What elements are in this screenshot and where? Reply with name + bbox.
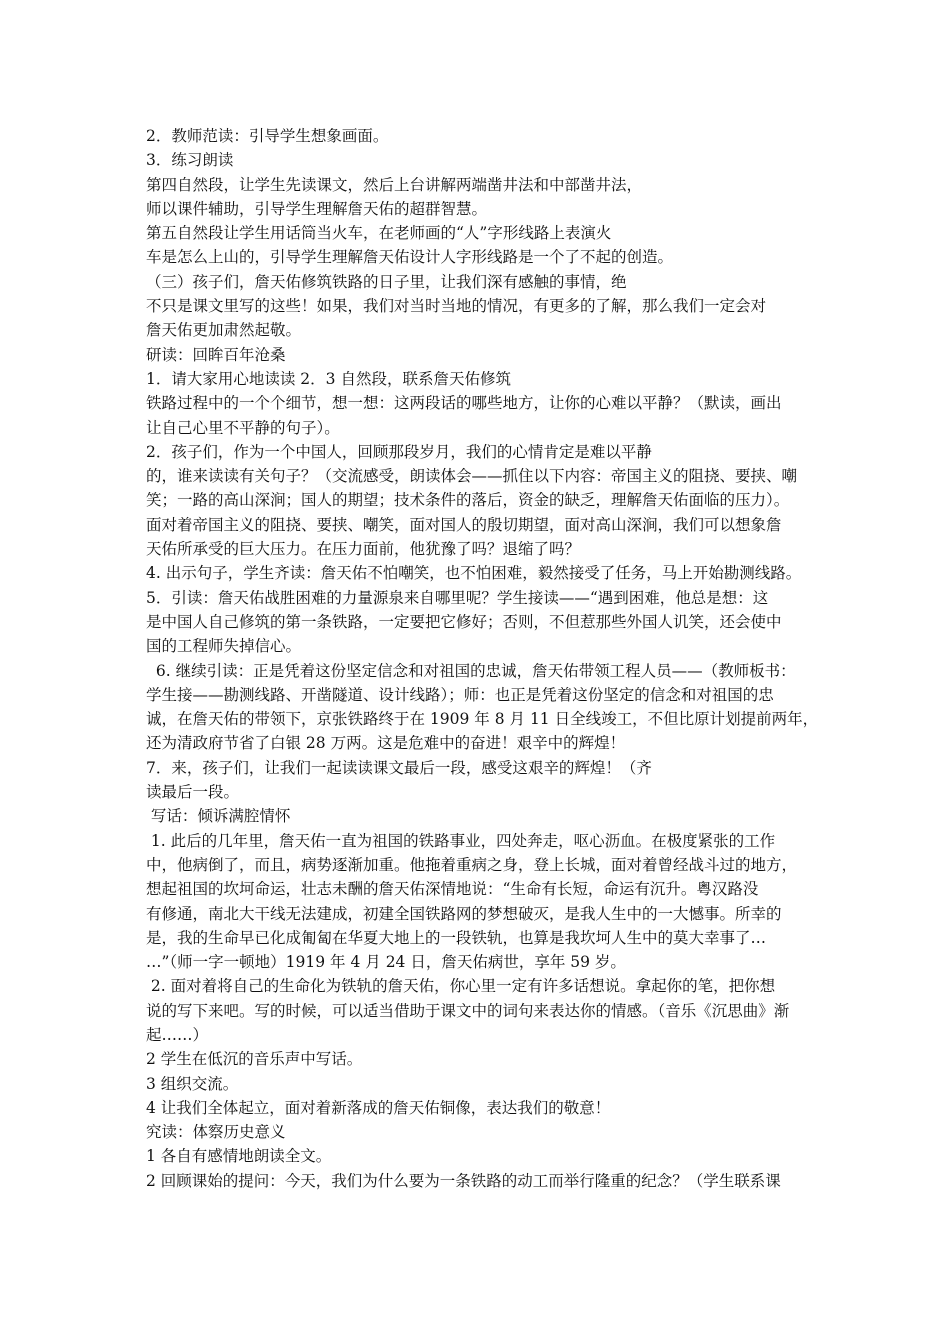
- section-heading: 究读：体察历史意义: [146, 1123, 286, 1142]
- section-heading: 写话：倾诉满腔情怀: [146, 807, 291, 826]
- text-line: 想起祖国的坎坷命运，壮志未酬的詹天佑深情地说：“生命有长短，命运有沉升。粤汉路没: [146, 880, 759, 899]
- text-line: 5．引读：詹天佑战胜困难的力量源泉来自哪里呢？学生接读——“遇到困难，他总是想：这: [146, 588, 769, 607]
- text-line: 起……）: [146, 1025, 209, 1044]
- text-line: 不只是课文里写的这些！如果，我们对当时当地的情况，有更多的了解，那么我们一定会对: [146, 297, 767, 316]
- text-line: …”（师一字一顿地）1919 年 4 月 24 日，詹天佑病世，享年 59 岁。: [146, 953, 626, 972]
- text-line: 面对着帝国主义的阻挠、要挟、嘲笑，面对国人的殷切期望，面对高山深涧，我们可以想象詹: [146, 515, 782, 534]
- text-line: 笑；一路的高山深涧；国人的期望；技术条件的落后，资金的缺乏，理解詹天佑面临的压力）。: [146, 491, 790, 510]
- text-line: 的，谁来读读有关句子？（交流感受，朗读体会——抓住以下内容：帝国主义的阻挠、要挟、嘲: [146, 467, 798, 486]
- text-line: 国的工程师失掉信心。: [146, 637, 302, 656]
- text-line: 2. 面对着将自己的生命化为铁轨的詹天佑，你心里一定有许多话想说。拿起你的笔，把你想: [146, 977, 776, 996]
- section-heading: 研读：回眸百年沧桑: [146, 345, 286, 364]
- text-line: 有修通，南北大干线无法建成，初建全国铁路网的梦想破灭，是我人生中的一大憾事。所幸的: [146, 904, 782, 923]
- text-line: 中，他病倒了，而且，病势逐渐加重。他拖着重病之身，登上长城，面对着曾经战斗过的地方，: [146, 855, 798, 874]
- text-line: 2 回顾课始的提问：今天，我们为什么要为一条铁路的动工而举行隆重的纪念？（学生联系课: [146, 1171, 781, 1190]
- text-line: 第五自然段让学生用话筒当火车，在老师画的“人”字形线路上表演火: [146, 224, 612, 243]
- text-line: 第四自然段，让学生先读课文，然后上台讲解两端凿井法和中部凿井法，: [146, 175, 643, 194]
- text-line: 读最后一段。: [146, 783, 240, 802]
- text-line: 天佑所承受的巨大压力。在压力面前，他犹豫了吗？退缩了吗？: [146, 540, 581, 559]
- text-line: 4 让我们全体起立，面对着新落成的詹天佑铜像，表达我们的敬意！: [146, 1098, 611, 1117]
- text-line: 2 学生在低沉的音乐声中写话。: [146, 1050, 363, 1069]
- text-line: 2．孩子们，作为一个中国人，回顾那段岁月，我们的心情肯定是难以平静: [146, 442, 652, 461]
- text-line: 2．教师范读：引导学生想象画面。: [146, 127, 389, 145]
- text-line: 3．练习朗读: [146, 151, 234, 170]
- text-line: 1．请大家用心地读读 2．3 自然段，联系詹天佑修筑: [146, 369, 511, 388]
- document-page: [146, 124, 822, 1193]
- text-line: 说的写下来吧。写的时候，可以适当借助于课文中的词句来表达你的情感。（音乐《沉思曲》渐: [146, 1001, 790, 1020]
- text-line: （三）孩子们，詹天佑修筑铁路的日子里，让我们深有感触的事情，绝: [146, 272, 627, 291]
- text-line: 6. 继续引读：正是凭着这份坚定信念和对祖国的忠诚，詹天佑带领工程人员——（教师板书：: [146, 661, 796, 680]
- text-line: 铁路过程中的一个个细节，想一想：这两段话的哪些地方，让你的心难以平静？（默读，画出: [146, 394, 782, 413]
- text-line: 车是怎么上山的，引导学生理解詹天佑设计人字形线路是一个了不起的创造。: [146, 248, 674, 267]
- text-line: 3 组织交流。: [146, 1074, 239, 1093]
- text-line: 学生接——勘测线路、开凿隧道、设计线路）；师：也正是凭着这份坚定的信念和对祖国的忠: [146, 685, 774, 704]
- text-line: 1. 此后的几年里，詹天佑一直为祖国的铁路事业，四处奔走，呕心沥血。在极度紧张的工作: [146, 831, 776, 850]
- text-line: 师以课件辅助，引导学生理解詹天佑的超群智慧。: [146, 199, 488, 218]
- text-line: 还为清政府节省了白银 28 万两。这是危难中的奋进！艰辛中的辉煌！: [146, 734, 626, 753]
- text-line: 诚，在詹天佑的带领下，京张铁路终于在 1909 年 8 月 11 日全线竣工，不但比原计划提前两年，: [146, 710, 819, 729]
- text-line: 是，我的生命早已化成匍匐在华夏大地上的一段铁轨，也算是我坎坷人生中的莫大幸事了…: [146, 928, 767, 947]
- text-line: 7．来，孩子们，让我们一起读读课文最后一段，感受这艰辛的辉煌！（齐: [146, 758, 652, 777]
- text-line: 詹天佑更加肃然起敬。: [146, 321, 302, 340]
- text-line: 让自己心里不平静的句子）。: [146, 418, 340, 437]
- text-line: 是中国人自己修筑的第一条铁路，一定要把它修好；否则，不但惹那些外国人讥笑，还会使中: [146, 612, 782, 631]
- text-line: 1 各自有感情地朗读全文。: [146, 1147, 332, 1166]
- text-line: 4. 出示句子，学生齐读：詹天佑不怕嘲笑，也不怕困难，毅然接受了任务，马上开始勘测线路。: [146, 564, 802, 583]
